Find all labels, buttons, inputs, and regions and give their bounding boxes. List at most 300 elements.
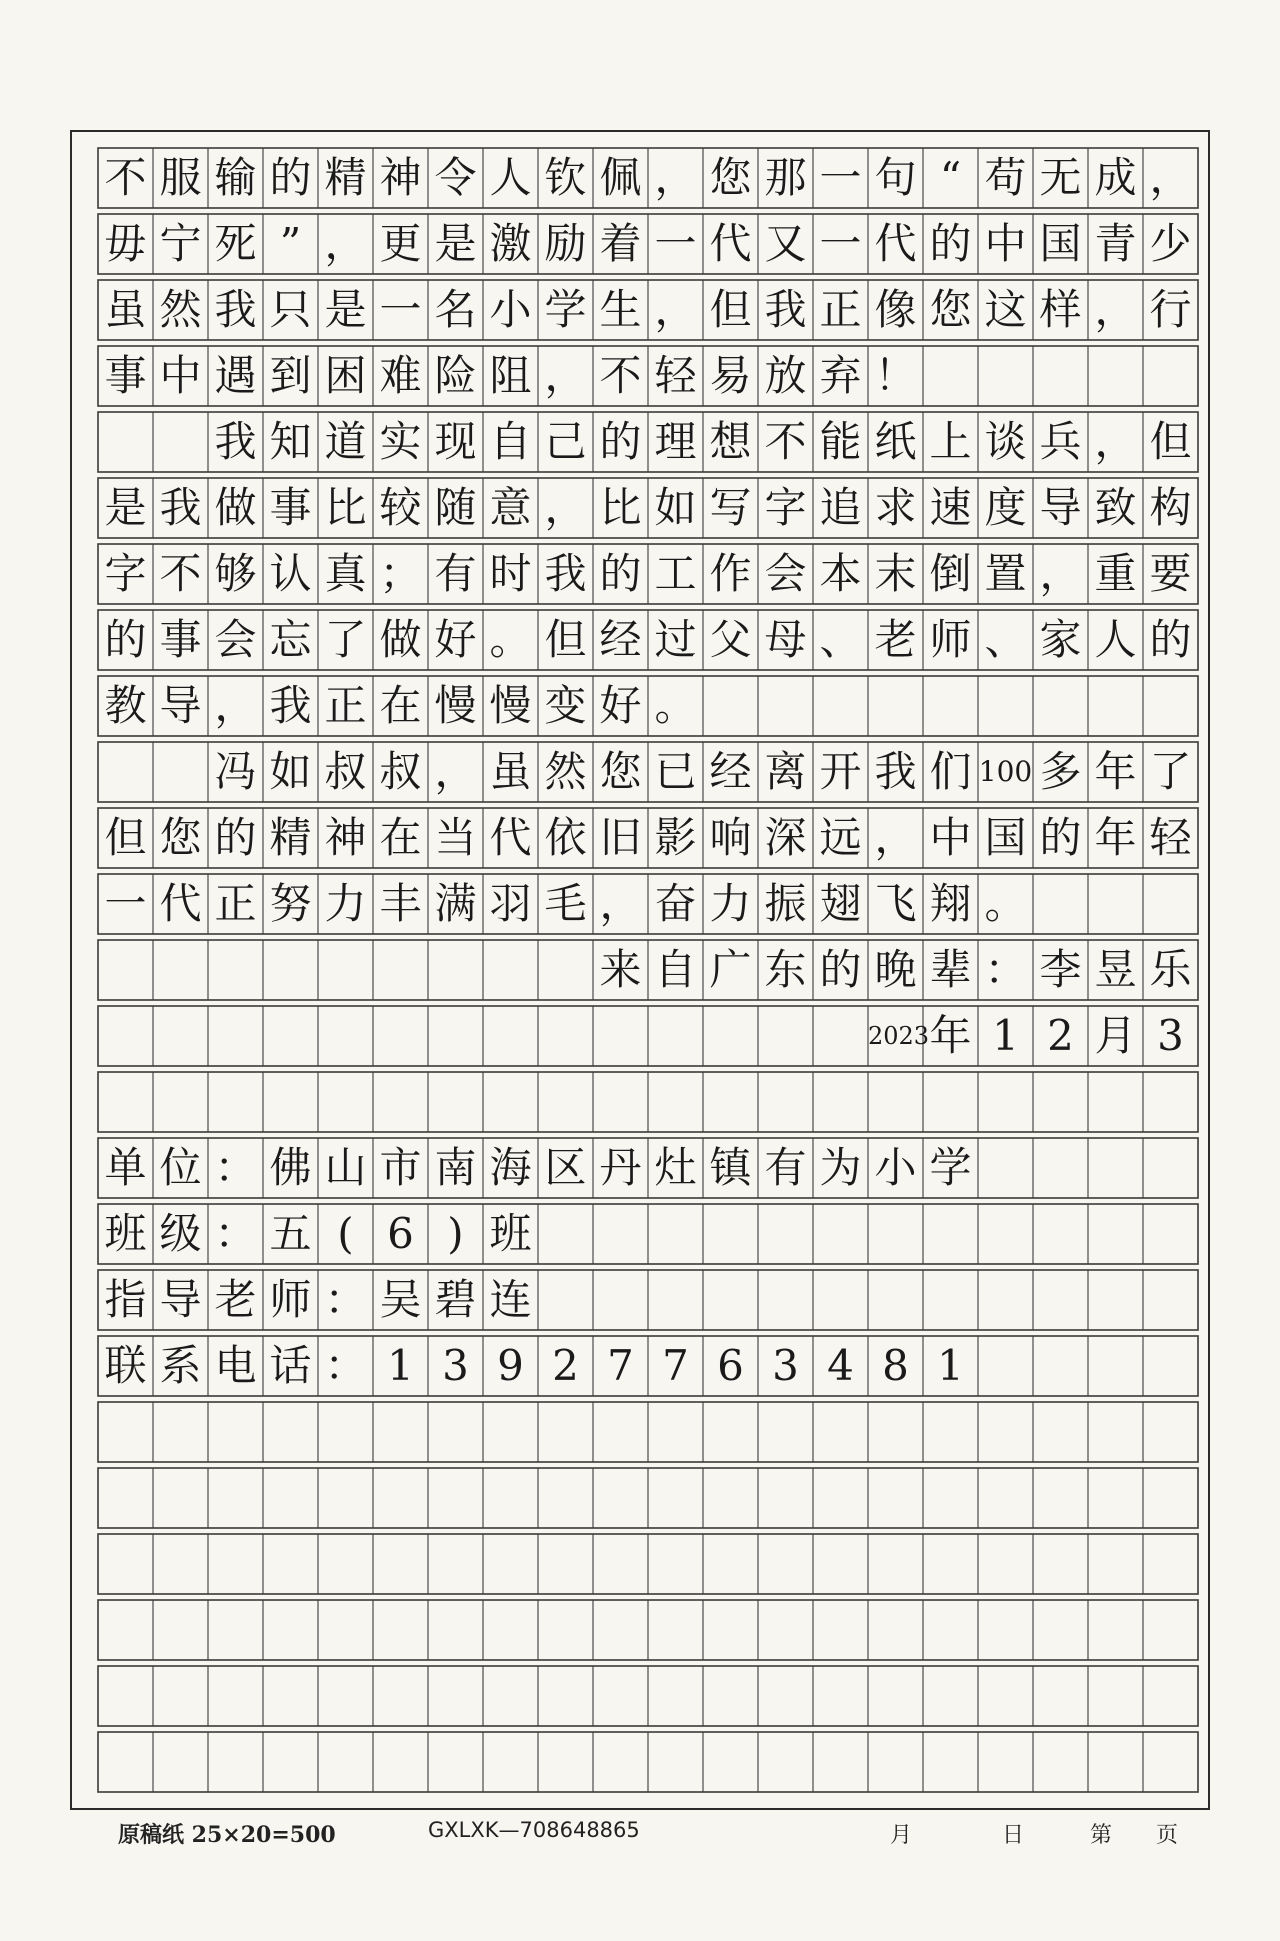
grid-char: 家 (1039, 615, 1082, 664)
grid-char: 电 (214, 1341, 257, 1390)
grid-char: 佩 (599, 153, 642, 202)
grid-char: 输 (214, 153, 257, 202)
letter-line (98, 478, 1198, 538)
grid-char: 师 (269, 1275, 312, 1324)
grid-char: 灶 (654, 1143, 697, 1192)
grid-char: 翔 (929, 879, 972, 928)
grid-char: 了 (324, 615, 367, 664)
grid-char: 导 (159, 681, 202, 730)
grid-char: 级 (159, 1209, 202, 1258)
paper-footer (0, 1818, 1280, 1868)
grid-char: 。 (984, 879, 1027, 928)
month-label: 月 (890, 1823, 913, 1848)
grid-char: 1 (937, 1341, 964, 1390)
grid-char: 我 (214, 417, 257, 466)
grid-char: 生 (599, 285, 642, 334)
grid-char: 字 (104, 549, 147, 598)
grid-char: 有 (434, 549, 477, 598)
grid-char: 经 (709, 747, 752, 796)
grid-char: 倒 (929, 549, 972, 598)
grid-char: ， (324, 219, 367, 268)
grid-char: 晚 (874, 945, 917, 994)
letter-line (98, 346, 1198, 406)
grid-char: 6 (717, 1341, 744, 1390)
grid-char: 海 (489, 1143, 532, 1192)
grid-char: 轻 (654, 351, 697, 400)
grid-char: 认 (269, 549, 312, 598)
grid-char: 老 (214, 1275, 257, 1324)
grid-char: 度 (984, 483, 1027, 532)
grid-char (98, 412, 153, 472)
grid-char: 乐 (1149, 945, 1192, 994)
grid-char: 影 (654, 813, 697, 862)
letter-line (98, 808, 1198, 868)
grid-char: 努 (269, 879, 312, 928)
grid-char: 不 (159, 549, 202, 598)
grid-char: 年 (929, 1011, 972, 1060)
grid-char: 己 (544, 417, 587, 466)
grid-char: 3 (442, 1341, 469, 1390)
grid-char: 辈 (929, 945, 972, 994)
grid-char: 过 (654, 615, 697, 664)
grid-char: 叔 (324, 747, 367, 796)
grid-char: 上 (929, 417, 972, 466)
grid-char: 市 (379, 1143, 422, 1192)
grid-char: 但 (1149, 417, 1192, 466)
grid-char: 学 (544, 285, 587, 334)
grid-char: 真 (324, 549, 367, 598)
grid-char: 正 (324, 681, 367, 730)
grid-char: 满 (434, 879, 477, 928)
grid-char: 像 (874, 285, 917, 334)
grid-char: 慢 (489, 681, 532, 730)
grid-char: 求 (874, 483, 917, 532)
grid-char: 丰 (379, 879, 422, 928)
grid-char: 小 (874, 1143, 917, 1192)
grid-char: 死 (214, 219, 257, 268)
grid-char: ， (654, 285, 697, 334)
grid-char: 能 (819, 417, 862, 466)
grid-char: 知 (269, 417, 312, 466)
grid-char: 代 (874, 219, 917, 268)
grid-char: 小 (489, 285, 532, 334)
grid-char: 毋 (104, 219, 147, 268)
grid-char: 重 (1094, 549, 1137, 598)
paper-format-label: 原稿纸 25×20=500 (118, 1822, 336, 1848)
grid-char: 2023 (868, 1022, 930, 1050)
grid-char: 7 (662, 1341, 689, 1390)
grid-char: 现 (434, 417, 477, 466)
grid-char: 随 (434, 483, 477, 532)
letter-line (98, 412, 1198, 472)
grid-char: 山 (324, 1143, 367, 1192)
grid-char: 是 (434, 219, 477, 268)
grid-char: 叔 (379, 747, 422, 796)
grid-char: 100 (978, 755, 1033, 788)
grid-char: 国 (984, 813, 1027, 862)
grid-char: 不 (764, 417, 807, 466)
phone-line (98, 1336, 1198, 1396)
grid-char: 位 (159, 1143, 202, 1192)
grid-char: 。 (654, 681, 697, 730)
grid-char: 少 (1149, 219, 1192, 268)
grid-char: 只 (269, 285, 312, 334)
grid-char: 末 (874, 549, 917, 598)
grid-char: 广 (709, 945, 752, 994)
grid-char: 作 (709, 549, 752, 598)
grid-char (98, 742, 153, 802)
grid-char: 纸 (874, 417, 917, 466)
grid-char: 置 (984, 549, 1027, 598)
grid-char: ， (1149, 153, 1192, 202)
grid-char: 这 (984, 285, 1027, 334)
grid-char: 1 (992, 1011, 1019, 1060)
grid-char: ， (434, 747, 477, 796)
grid-char: 、 (984, 615, 1027, 664)
grid-char: 是 (324, 285, 367, 334)
grid-char: 精 (269, 813, 312, 862)
grid-char: 。 (489, 615, 532, 664)
grid-char: 7 (607, 1341, 634, 1390)
grid-char: 无 (1039, 153, 1082, 202)
grid-char: 遇 (214, 351, 257, 400)
letter-line (98, 280, 1198, 340)
grid-char: 神 (324, 813, 367, 862)
grid-char: 但 (544, 615, 587, 664)
grid-char: 一 (654, 219, 697, 268)
grid-char: ， (1094, 417, 1137, 466)
grid-char: 6 (387, 1209, 414, 1258)
teacher-line (98, 1270, 1198, 1330)
grid-char: 学 (929, 1143, 972, 1192)
grid-char: 经 (599, 615, 642, 664)
grid-char: 母 (764, 615, 807, 664)
grid-char: 在 (379, 813, 422, 862)
grid-char: 了 (1149, 747, 1192, 796)
grid-char: 区 (544, 1143, 587, 1192)
grid-char: 致 (1094, 483, 1137, 532)
grid-char: 您 (709, 153, 752, 202)
grid-char: 的 (819, 945, 862, 994)
grid-char: 的 (599, 417, 642, 466)
grid-char: 的 (104, 615, 147, 664)
grid-char: ！ (874, 351, 917, 400)
grid-char: 旧 (599, 813, 642, 862)
grid-char: 做 (214, 483, 257, 532)
grid-char: 2 (552, 1341, 579, 1390)
grid-char: 单 (104, 1143, 147, 1192)
grid-char: 激 (489, 219, 532, 268)
grid-char: 东 (764, 945, 807, 994)
letter-line (98, 874, 1198, 934)
grid-char: 我 (874, 747, 917, 796)
grid-char: “ (939, 153, 962, 202)
grid-char: 我 (269, 681, 312, 730)
day-label: 日 (1002, 1823, 1025, 1848)
grid-char: 服 (159, 153, 202, 202)
grid-char: 教 (104, 681, 147, 730)
grid-char: 您 (159, 813, 202, 862)
grid-char: 代 (489, 813, 532, 862)
grid-char: 苟 (984, 153, 1027, 202)
grid-char: 不 (599, 351, 642, 400)
grid-char: 当 (434, 813, 477, 862)
grid-char: ) (447, 1209, 464, 1258)
grid-char: 中 (984, 219, 1027, 268)
grid-char: ： (214, 1209, 257, 1258)
grid-char: 会 (214, 615, 257, 664)
grid-char: ： (324, 1275, 367, 1324)
grid-char: 成 (1094, 153, 1137, 202)
grid-char: 到 (269, 351, 312, 400)
grid-char: 们 (929, 747, 972, 796)
grid-char: 比 (599, 483, 642, 532)
grid-char: ， (1039, 549, 1082, 598)
grid-char: 2 (1047, 1011, 1074, 1060)
grid-char: 力 (324, 879, 367, 928)
grid-char: 励 (544, 219, 587, 268)
grid-char: 奋 (654, 879, 697, 928)
grid-char: 较 (379, 483, 422, 532)
grid-char: 困 (324, 351, 367, 400)
letter-line (98, 742, 1198, 802)
grid-char: 师 (929, 615, 972, 664)
grid-char: 毛 (544, 879, 587, 928)
grid-char: 4 (827, 1341, 854, 1390)
grid-char: 虽 (489, 747, 532, 796)
grid-char: ， (654, 153, 697, 202)
grid-char: 我 (214, 285, 257, 334)
grid-char: 话 (269, 1341, 312, 1390)
grid-char: 代 (159, 879, 202, 928)
grid-char: 在 (379, 681, 422, 730)
grid-char: ； (379, 549, 422, 598)
grid-char: 放 (764, 351, 807, 400)
grid-char: 年 (1094, 813, 1137, 862)
paper-code: GXLXK—708648865 (428, 1818, 640, 1842)
grid-char: 本 (819, 549, 862, 598)
grid-char: 3 (1157, 1011, 1184, 1060)
grid-char: 李 (1039, 945, 1082, 994)
grid-char: 够 (214, 549, 257, 598)
grid-char: 速 (929, 483, 972, 532)
grid-char: 然 (544, 747, 587, 796)
grid-char: 阻 (489, 351, 532, 400)
grid-char: 但 (709, 285, 752, 334)
grid-char: 忘 (269, 615, 312, 664)
grid-char: 名 (434, 285, 477, 334)
grid-char: 响 (709, 813, 752, 862)
grid-char: 吴 (379, 1275, 422, 1324)
grid-char: 构 (1149, 483, 1192, 532)
grid-char: 事 (159, 615, 202, 664)
grid-char: 佛 (269, 1143, 312, 1192)
grid-char: 那 (764, 153, 807, 202)
grid-char: 我 (159, 483, 202, 532)
grid-char: 比 (324, 483, 367, 532)
grid-char: 险 (434, 351, 477, 400)
grid-char: 力 (709, 879, 752, 928)
grid-char: ： (984, 945, 1027, 994)
grid-char: 轻 (1149, 813, 1192, 862)
grid-char: 指 (104, 1275, 147, 1324)
grid-char: 的 (1039, 813, 1082, 862)
grid-char: ， (544, 351, 587, 400)
grid-char: 实 (379, 417, 422, 466)
grid-char: 代 (709, 219, 752, 268)
grid-char: 钦 (544, 153, 587, 202)
grid-char: 联 (104, 1341, 147, 1390)
grid-char: 追 (819, 483, 862, 532)
grid-char: 9 (497, 1341, 524, 1390)
grid-char: 意 (489, 483, 532, 532)
grid-char: 年 (1094, 747, 1137, 796)
grid-char: 连 (489, 1275, 532, 1324)
grid-char: 系 (159, 1341, 202, 1390)
grid-char: 丹 (599, 1143, 642, 1192)
grid-char: 老 (874, 615, 917, 664)
class-line (98, 1204, 1198, 1264)
grid-char: 翅 (819, 879, 862, 928)
grid-char: 为 (819, 1143, 862, 1192)
unit-line (98, 1138, 1198, 1198)
grid-char: 导 (1039, 483, 1082, 532)
page-label: 第 页 (1090, 1823, 1179, 1848)
grid-char (153, 742, 208, 802)
grid-char: 8 (882, 1341, 909, 1390)
grid-char: 自 (654, 945, 697, 994)
grid-char: 字 (764, 483, 807, 532)
grid-char: 一 (104, 879, 147, 928)
grid-char: 变 (544, 681, 587, 730)
grid-char: 如 (654, 483, 697, 532)
grid-char: 会 (764, 549, 807, 598)
grid-char: 振 (764, 879, 807, 928)
grid-char: 我 (544, 549, 587, 598)
grid-char: 碧 (434, 1275, 477, 1324)
grid-char: 南 (434, 1143, 477, 1192)
grid-char: 宁 (159, 219, 202, 268)
grid-char: 人 (489, 153, 532, 202)
grid-char: 写 (709, 483, 752, 532)
grid-char: 我 (764, 285, 807, 334)
grid-char: 五 (269, 1209, 312, 1258)
grid-char: 、 (819, 615, 862, 664)
grid-char: 班 (489, 1209, 532, 1258)
grid-char: ， (1094, 285, 1137, 334)
grid-char: 开 (819, 747, 862, 796)
grid-char: 镇 (709, 1143, 752, 1192)
grid-char: 事 (269, 483, 312, 532)
grid-char (153, 412, 208, 472)
letter-line (98, 676, 1198, 736)
grid-char: ： (214, 1143, 257, 1192)
grid-char: 人 (1094, 615, 1137, 664)
grid-char: 冯 (214, 747, 257, 796)
grid-char: 着 (599, 219, 642, 268)
grid-char: 深 (764, 813, 807, 862)
grid-char: 3 (772, 1341, 799, 1390)
grid-char: 难 (379, 351, 422, 400)
grid-char: 如 (269, 747, 312, 796)
grid-char: 您 (599, 747, 642, 796)
grid-char: 更 (379, 219, 422, 268)
grid-char: 好 (599, 681, 642, 730)
grid-char: 远 (819, 813, 862, 862)
grid-char: 是 (104, 483, 147, 532)
grid-char: 然 (159, 285, 202, 334)
grid-char: 多 (1039, 747, 1082, 796)
grid-char: 道 (324, 417, 367, 466)
grid-char: 神 (379, 153, 422, 202)
grid-char: 做 (379, 615, 422, 664)
grid-char: 青 (1094, 219, 1137, 268)
date-line (98, 1006, 1198, 1066)
grid-char: ” (279, 219, 302, 268)
grid-char: 兵 (1039, 417, 1082, 466)
grid-char: 一 (819, 219, 862, 268)
grid-char: 精 (324, 153, 367, 202)
grid-char: ， (599, 879, 642, 928)
grid-char: 1 (387, 1341, 414, 1390)
grid-char: 又 (764, 219, 807, 268)
grid-char: 正 (214, 879, 257, 928)
grid-char: 国 (1039, 219, 1082, 268)
grid-char: 正 (819, 285, 862, 334)
grid-char: 中 (159, 351, 202, 400)
grid-char: 的 (929, 219, 972, 268)
grid-char: 昱 (1094, 945, 1137, 994)
grid-char: 有 (764, 1143, 807, 1192)
letter-line (98, 610, 1198, 670)
grid-char: 时 (489, 549, 532, 598)
grid-char: 要 (1149, 549, 1192, 598)
grid-char: 工 (654, 549, 697, 598)
grid-char: 不 (104, 153, 147, 202)
grid-char: 依 (544, 813, 587, 862)
grid-char: 理 (654, 417, 697, 466)
grid-char: 句 (874, 153, 917, 202)
grid-char: 班 (104, 1209, 147, 1258)
grid-char: 月 (1094, 1011, 1137, 1060)
grid-char: 来 (599, 945, 642, 994)
grid-char: 令 (434, 153, 477, 202)
grid-char: 谈 (984, 417, 1027, 466)
letter-line (98, 214, 1198, 274)
grid-char: 中 (929, 813, 972, 862)
grid-char: 自 (489, 417, 532, 466)
grid-char: ， (214, 681, 257, 730)
grid-char: ( (337, 1209, 354, 1258)
grid-char: 行 (1149, 285, 1192, 334)
letter-line (98, 544, 1198, 604)
grid-char: ： (324, 1341, 367, 1390)
grid-char: 父 (709, 615, 752, 664)
grid-char: 慢 (434, 681, 477, 730)
signature-line (98, 940, 1198, 1000)
grid-char: 虽 (104, 285, 147, 334)
grid-char: 想 (709, 417, 752, 466)
grid-char: 好 (434, 615, 477, 664)
grid-char: 离 (764, 747, 807, 796)
grid-char: 飞 (874, 879, 917, 928)
grid-char: ， (874, 813, 917, 862)
grid-char: 但 (104, 813, 147, 862)
grid-char: 已 (654, 747, 697, 796)
grid-char: 弃 (819, 351, 862, 400)
letter-line (98, 148, 1198, 208)
grid-char: 的 (599, 549, 642, 598)
